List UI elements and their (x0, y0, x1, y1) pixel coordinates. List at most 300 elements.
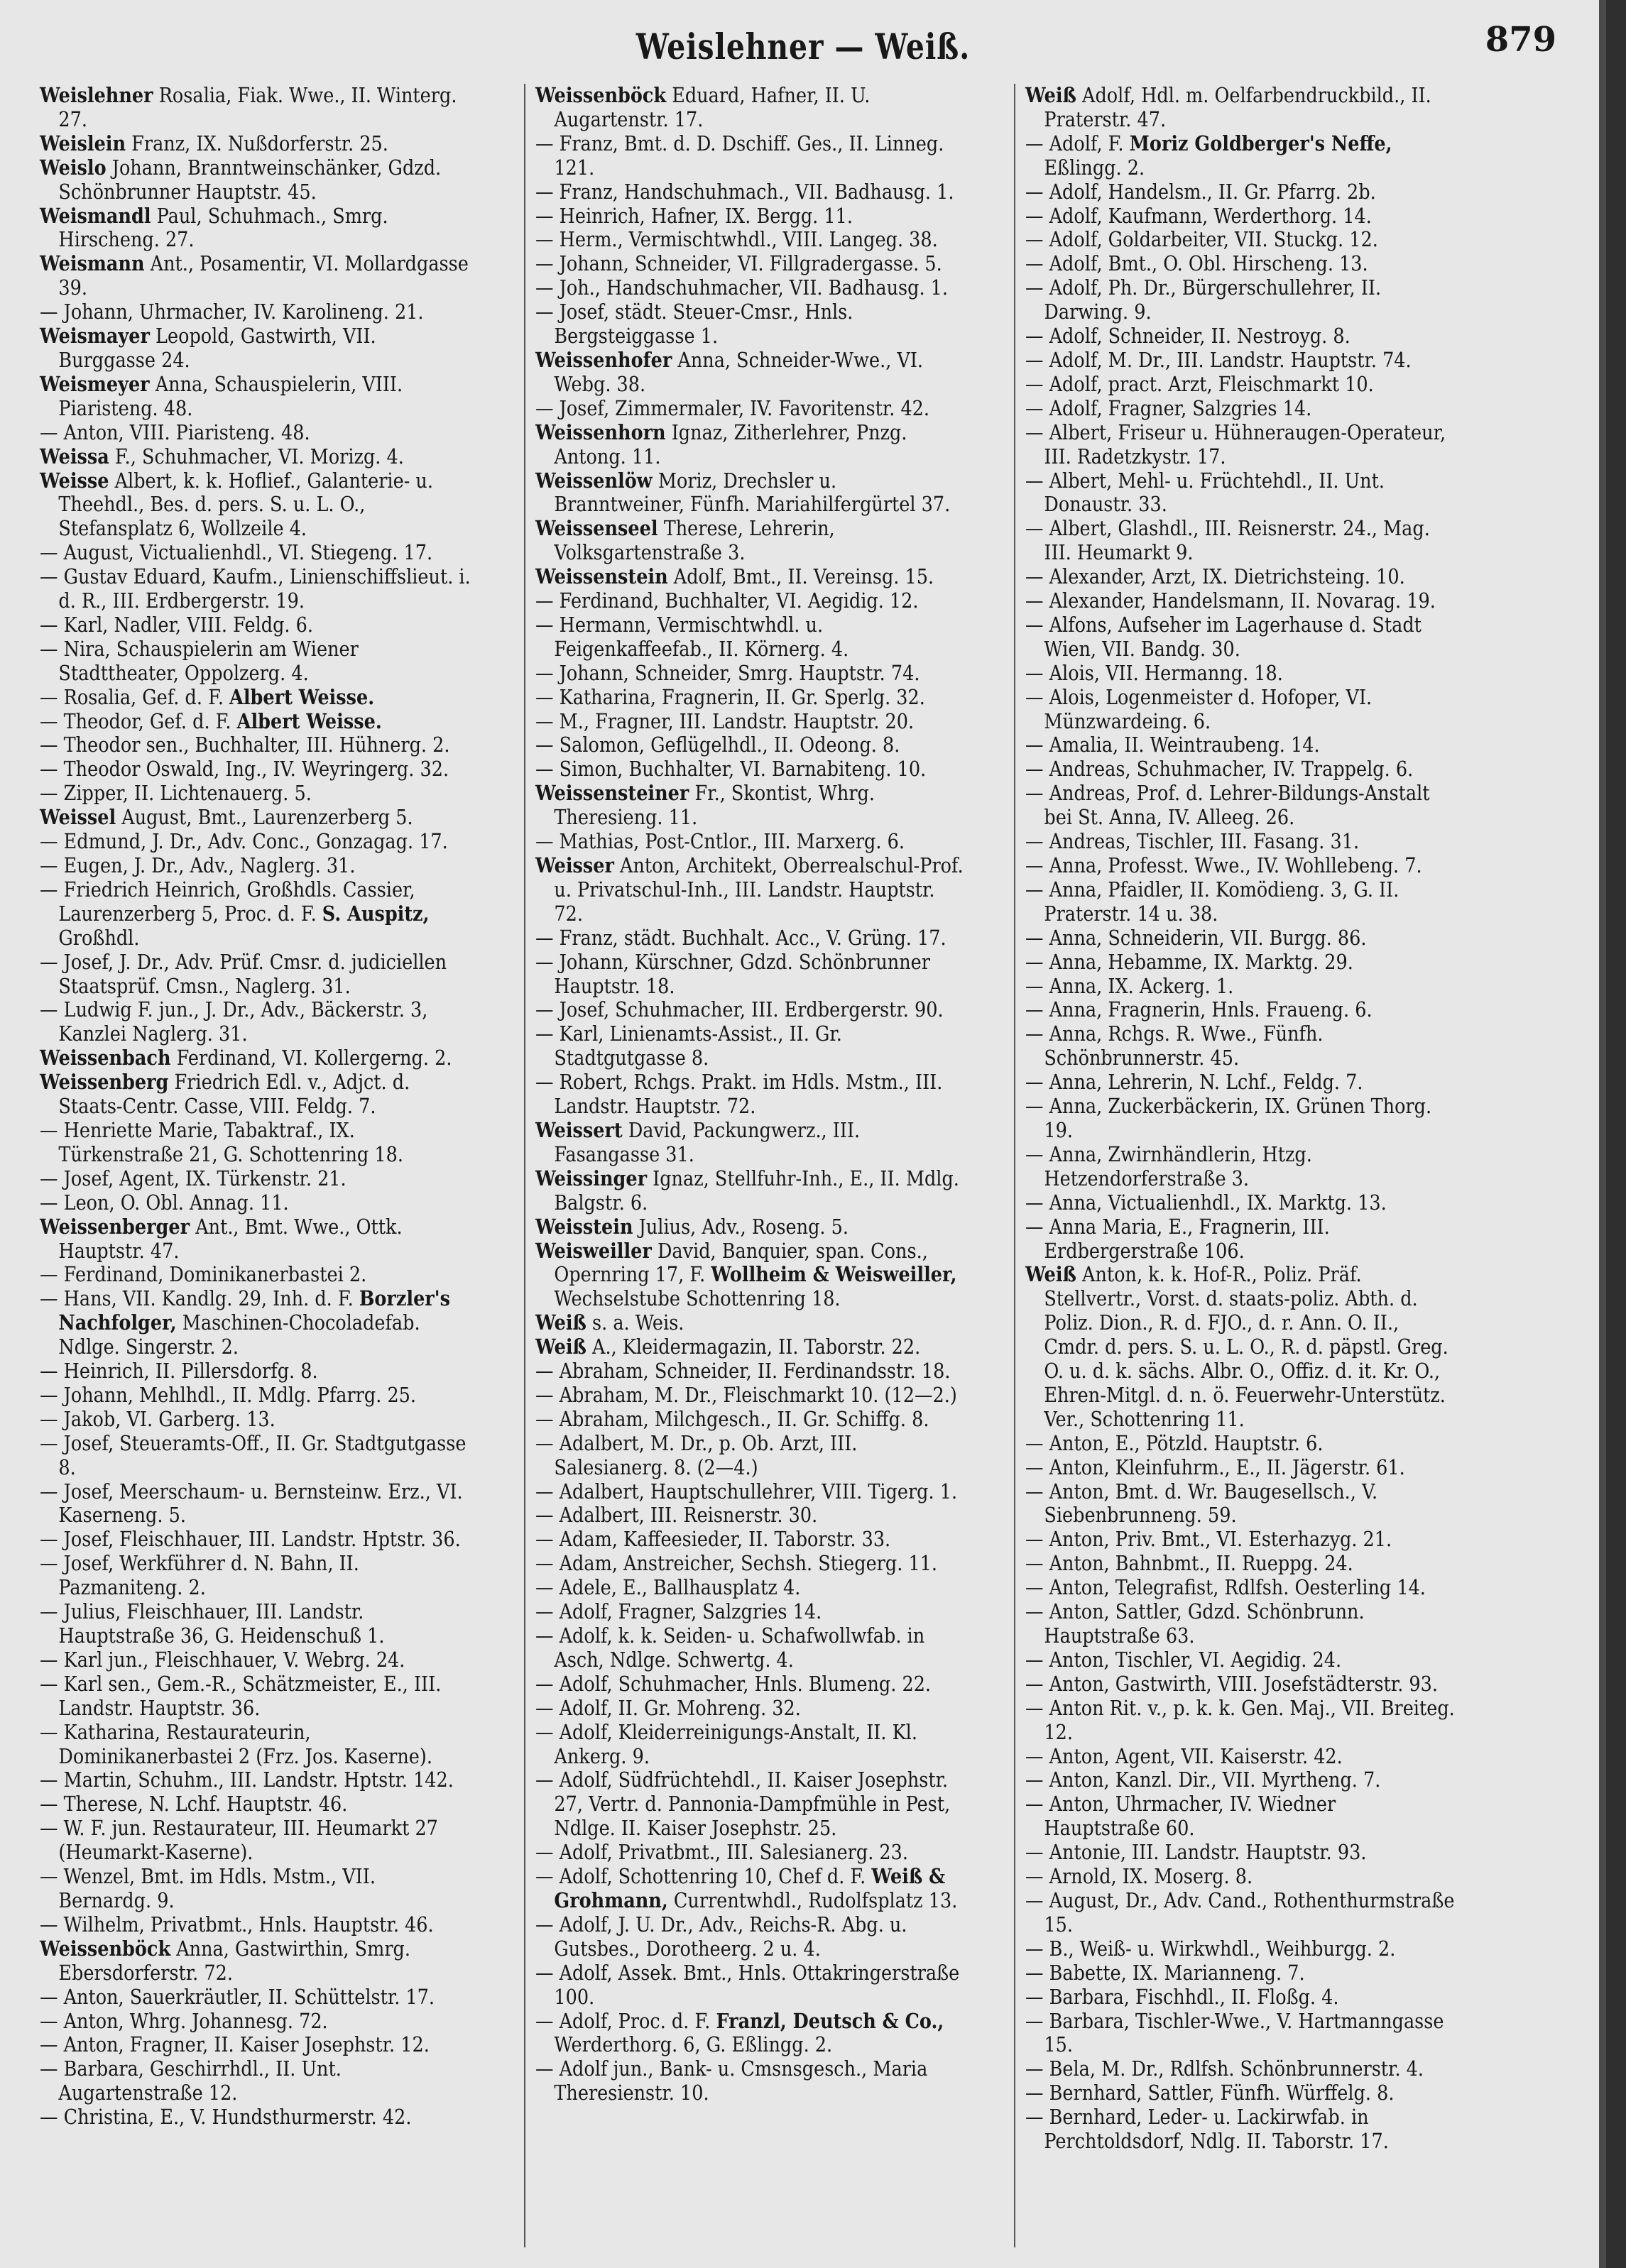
entry-text: — Anton, Uhrmacher, IV. Wiedner Hauptstraße 60. (1025, 1792, 1336, 1841)
directory-entry (1025, 565, 1456, 589)
entry-text: — Adam, Anstreicher, Sechsh. Stiegerg. 11. (535, 1551, 938, 1576)
entry-text: — Adolf, pract. Arzt, Fleischmarkt 10. (1025, 371, 1374, 396)
directory-entry (1025, 1456, 1456, 1480)
directory-entry (40, 2057, 471, 2105)
entry-text: — Abraham, M. Dr., Fleischmarkt 10. (12—2.) (535, 1382, 957, 1407)
directory-entry (40, 1046, 471, 1070)
entry-text: — Adolf, F. (1025, 131, 1130, 155)
directory-entry (535, 1841, 966, 1865)
entry-text: — Anna, Zuckerbäckerin, IX. Grünen Thorg. 19. (1025, 1094, 1432, 1142)
entry-text: — M., Fragner, III. Landstr. Hauptstr. 20. (535, 708, 915, 733)
entry-text: — Josef, J. Dr., Adv. Prüf. Cmsr. d. judiciellen Staatsprüf. Cmsn., Naglerg. 31. (40, 949, 447, 998)
entry-text: — Andreas, Schuhmacher, IV. Trappelg. 6. (1025, 757, 1414, 782)
entry-text: — Anna, Victualienhdl., IX. Marktg. 13. (1025, 1190, 1387, 1215)
entry-text: — Alexander, Arzt, IX. Dietrichsteing. 10. (1025, 564, 1405, 589)
entry-text: Therese, Lehrerin, Volksgartenstraße 3. (554, 516, 835, 565)
directory-entry (1025, 1697, 1456, 1745)
entry-text: Ferdinand, VI. Kollergerng. 2. (170, 1046, 452, 1070)
entry-surname: Weissensteiner (535, 781, 689, 806)
directory-entry (1025, 132, 1456, 180)
entry-text: — Franz, Handschuhmach., VII. Badhausg. 1. (535, 179, 954, 204)
entry-text: — Adolf, Privatbmt., III. Salesianerg. 23. (535, 1840, 909, 1865)
entry-text: — Katharina, Fragnerin, II. Gr. Sperlg. 32. (535, 684, 925, 709)
directory-entry (40, 1408, 471, 1432)
page-number: 879 (1485, 20, 1556, 60)
entry-text: — Adolf, Bmt., O. Obl. Hirscheng. 13. (1025, 251, 1368, 276)
entry-text: — Katharina, Restaurateurin, Dominikanerbastei 2 (Frz. Jos. Kaserne). (40, 1719, 432, 1768)
directory-entry (40, 806, 471, 830)
directory-entry (535, 1576, 966, 1600)
directory-entry (1025, 1792, 1456, 1841)
directory-entry (1025, 1937, 1456, 1961)
directory-entry (535, 132, 966, 180)
entry-text: — Josef, Zimmermaler, IV. Favoritenstr. 42. (535, 395, 930, 420)
directory-entry (535, 276, 966, 300)
entry-surname: Weissenbach (40, 1046, 171, 1070)
entry-surname: Weissenhofer (535, 347, 672, 372)
directory-entry (535, 1768, 966, 1841)
entry-surname: Weisstein (535, 1214, 633, 1239)
entry-text: — Johann, Uhrmacher, IV. Karolineng. 21. (40, 300, 424, 324)
directory-entry (40, 1552, 471, 1600)
directory-entry (40, 132, 471, 156)
entry-surname: Weissenberg (40, 1070, 169, 1095)
directory-entry (40, 951, 471, 999)
directory-entry (535, 1697, 966, 1721)
entry-text: Johann, Branntweinschänker, Gdzd. Schönbrunner Hauptstr. 45. (58, 155, 442, 204)
directory-entry (40, 1287, 471, 1359)
directory-entry (1025, 2010, 1456, 2058)
entry-text: Eduard, Hafner, II. U. Augartenstr. 17. (554, 83, 871, 131)
entry-text: — Adolf, Assek. Bmt., Hnls. Ottakringerstraße 100. (535, 1960, 960, 2009)
entry-surname: Weissel (40, 805, 116, 830)
directory-entry (40, 782, 471, 806)
directory-entry (1025, 1070, 1456, 1095)
directory-entry (1025, 180, 1456, 204)
entry-text: — Julius, Fleischhauer, III. Landstr. Hauptstraße 36, G. Heidenschuß 1. (40, 1599, 385, 1648)
directory-entry (1025, 1191, 1456, 1215)
entry-text: — Adolf, Handelsm., II. Gr. Pfarrg. 2b. (1025, 179, 1376, 204)
directory-entry (40, 1359, 471, 1384)
column-3 (1025, 84, 1456, 2154)
directory-entry (1025, 421, 1456, 469)
directory-entry (40, 204, 471, 253)
entry-text: — Alois, VII. Hermanng. 18. (1025, 660, 1283, 685)
column-2 (535, 84, 966, 2105)
directory-entry (1025, 1095, 1456, 1143)
directory-entry (1025, 517, 1456, 565)
directory-entry (535, 1384, 966, 1408)
directory-entry (1025, 469, 1456, 517)
directory-entry (1025, 926, 1456, 951)
entry-text: — Martin, Schuhm., III. Landstr. Hptstr. 142. (40, 1768, 454, 1792)
entry-text: Adolf, Bmt., II. Vereinsg. 15. (667, 564, 934, 589)
directory-entry (535, 589, 966, 613)
directory-entry (40, 541, 471, 565)
entry-surname: Weismandl (40, 203, 151, 228)
entry-text: s. a. Weis. (586, 1310, 684, 1335)
entry-text: — Theodor, Gef. d. F. (40, 708, 237, 733)
entry-text: — Adolf, Ph. Dr., Bürgerschullehrer, II. Darwing. 9. (1025, 275, 1382, 324)
entry-text: — Anton, VIII. Piaristeng. 48. (40, 420, 310, 444)
entry-text: Ant., Bmt. Wwe., Ottk. Hauptstr. 47. (58, 1214, 403, 1263)
directory-entry (40, 1167, 471, 1191)
entry-text: — Adolf, k. k. Seiden- u. Schafwollwfab. in Asch, Ndlge. Schwertg. 4. (535, 1623, 925, 1672)
column-1 (40, 84, 471, 2130)
directory-entry (535, 517, 966, 565)
directory-entry (535, 397, 966, 421)
directory-entry (1025, 1889, 1456, 1937)
directory-entry (535, 710, 966, 734)
entry-text: — Adolf, II. Gr. Mohreng. 32. (535, 1695, 801, 1720)
entry-text: Maschinen-Chocoladefab. Ndlge. Singerstr. 2. (58, 1310, 420, 1359)
directory-entry (535, 1408, 966, 1432)
directory-entry (535, 686, 966, 710)
directory-entry (1025, 2081, 1456, 2105)
directory-entry (40, 998, 471, 1046)
entry-text: Großhdl. (58, 925, 140, 950)
entry-firm-name: Borzler's Nachfolger, (58, 1286, 450, 1335)
entry-text: — Anton, Kanzl. Dir., VII. Myrtheng. 7. (1025, 1768, 1381, 1792)
entry-text: — Barbara, Geschirrhdl., II. Unt. Augartenstraße 12. (40, 2056, 342, 2105)
entry-text: — Anton, Agent, VII. Kaiserstr. 42. (1025, 1743, 1343, 1768)
entry-text: — Adolf, Kaufmann, Werderthorg. 14. (1025, 203, 1372, 228)
directory-entry (40, 1648, 471, 1672)
directory-entry (1025, 84, 1456, 132)
directory-entry (40, 156, 471, 204)
directory-entry (1025, 975, 1456, 999)
entry-text: — Heinrich, Hafner, IX. Bergg. 11. (535, 203, 853, 228)
directory-entry (40, 84, 471, 132)
entry-text: — Josef, Meerschaum- u. Bernsteinw. Erz., VI. Kaserneng. 5. (40, 1479, 463, 1528)
entry-text: — W. F. jun. Restaurateur, III. Heumarkt 27 (Heumarkt-Kaserne). (40, 1816, 438, 1865)
column-rule (524, 84, 525, 2247)
directory-entry (40, 2105, 471, 2130)
directory-entry (40, 1480, 471, 1528)
entry-text: — Josef, Schuhmacher, III. Erdbergerstr. 90. (535, 997, 944, 1022)
directory-entry (1025, 1480, 1456, 1528)
entry-text: — Bela, M. Dr., Rdlfsh. Schönbrunnerstr. 4. (1025, 2056, 1424, 2081)
entry-text: — Simon, Buchhalter, VI. Barnabiteng. 10. (535, 757, 927, 782)
entry-surname: Weismeyer (40, 371, 150, 396)
directory-entry (1025, 1865, 1456, 1889)
entry-text: Werderthorg. 6, G. Eßlingg. 2. (554, 2032, 833, 2057)
directory-entry (40, 757, 471, 782)
entry-text: — Amalia, II. Weintraubeng. 14. (1025, 733, 1320, 757)
entry-text: — Adolf, Fragner, Salzgries 14. (535, 1599, 822, 1624)
entry-firm-name: Albert Weisse. (229, 684, 375, 709)
directory-entry (1025, 1432, 1456, 1456)
entry-text: — Josef, Fleischhauer, III. Landstr. Hptstr. 36. (40, 1527, 461, 1552)
entry-text: — Adolf, J. U. Dr., Adv., Reichs-R. Abg. u. Gutsbes., Dorotheerg. 2 u. 4. (535, 1912, 907, 1961)
directory-entry (1025, 228, 1456, 252)
entry-text: — Hans, VII. Kandlg. 29, Inh. d. F. (40, 1286, 359, 1311)
entry-text: — Bernhard, Sattler, Fünfh. Würffelg. 8. (1025, 2081, 1395, 2105)
directory-entry (1025, 397, 1456, 421)
entry-text: — Anton, Sauerkräutler, II. Schüttelstr. 17. (40, 1984, 435, 2009)
entry-text: — Abraham, Schneider, II. Ferdinandsstr. 18. (535, 1359, 951, 1384)
entry-surname: Weismayer (40, 324, 150, 349)
directory-entry (535, 613, 966, 662)
entry-text: — Alexander, Handelsmann, II. Novarag. 19. (1025, 588, 1436, 613)
entry-text: — Bernhard, Leder- u. Lackirwfab. in Perchtoldsdorf, Ndlg. II. Taborstr. 17. (1025, 2105, 1389, 2154)
directory-entry (535, 300, 966, 349)
directory-entry (1025, 1552, 1456, 1576)
entry-text: Currentwhdl., Rudolfsplatz 13. (667, 1888, 958, 1912)
directory-entry (40, 710, 471, 734)
entry-text: — Andreas, Prof. d. Lehrer-Bildungs-Anstalt bei St. Anna, IV. Alleeg. 26. (1025, 781, 1430, 830)
entry-text: — Anton, Kleinfuhrm., E., II. Jägerstr. 61. (1025, 1455, 1405, 1479)
directory-entry (40, 1070, 471, 1119)
entry-text: — Anton, Bmt. d. Wr. Baugesellsch., V. Siebenbrunneng. 59. (1025, 1479, 1378, 1528)
directory-entry (535, 1600, 966, 1624)
directory-entry (1025, 662, 1456, 686)
entry-text: — Joh., Handschuhmacher, VII. Badhausg. 1. (535, 275, 949, 300)
entry-text: — Salomon, Geflügelhdl., II. Odeong. 8. (535, 733, 900, 757)
directory-entry (535, 1215, 966, 1239)
entry-text: — Antonie, III. Landstr. Hauptstr. 93. (1025, 1840, 1367, 1865)
directory-entry (535, 469, 966, 517)
entry-surname: Weisser (535, 853, 614, 877)
directory-entry (40, 1528, 471, 1552)
entry-text: — Theodor sen., Buchhalter, III. Hühnerg. 2. (40, 733, 450, 757)
entry-surname: Weiß (1025, 1262, 1076, 1287)
entry-text: — Anna, Professt. Wwe., IV. Wohllebeng. 7. (1025, 853, 1422, 877)
entry-text: David, Banquier, span. Cons., Opernring 17, F. (554, 1238, 928, 1287)
entry-text: — Zipper, II. Lichtenauerg. 5. (40, 781, 312, 806)
directory-entry (40, 686, 471, 710)
entry-firm-name: Weiß & Grohmann, (554, 1864, 946, 1912)
directory-entry (1025, 1576, 1456, 1600)
directory-entry (40, 1191, 471, 1215)
entry-text: — Karl, Nadler, VIII. Feldg. 6. (40, 612, 313, 637)
directory-entry (535, 1528, 966, 1552)
entry-text: — Adalbert, M. Dr., p. Ob. Arzt, III. Salesianerg. 8. (2—4.) (535, 1430, 858, 1479)
entry-text: Anton, Architekt, Oberrealschul-Prof. u. Privatschul-Inh., III. Landstr. Hauptstr. 72. (554, 853, 964, 926)
directory-entry (40, 613, 471, 637)
directory-entry (40, 1215, 471, 1264)
entry-text: — Anna Maria, E., Fragnerin, III. Erdbergerstraße 106. (1025, 1214, 1330, 1263)
entry-text: Leopold, Gastwirth, VII. Burggasse 24. (58, 324, 376, 372)
entry-firm-name: Franzl, Deutsch & Co., (716, 2008, 944, 2033)
entry-text: — Alois, Logenmeister d. Hofoper, VI. Münzwardeing. 6. (1025, 684, 1373, 733)
directory-entry (40, 1384, 471, 1408)
entry-text: — Babette, IX. Marianneng. 7. (1025, 1960, 1305, 1985)
entry-text: — Edmund, J. Dr., Adv. Conc., Gonzagag. 17. (40, 829, 448, 854)
directory-entry (535, 1503, 966, 1528)
directory-entry (535, 1865, 966, 1913)
entry-text: — Arnold, IX. Moserg. 8. (1025, 1864, 1253, 1889)
entry-text: — Adolf, Schuhmacher, Hnls. Blumeng. 22. (535, 1671, 932, 1696)
entry-text: — Adolf jun., Bank- u. Cmsnsgesch., Maria Theresienstr. 10. (535, 2056, 928, 2105)
entry-text: Anna, Schneider-Wwe., VI. Webg. 38. (554, 347, 924, 396)
entry-text: — Anna, Fragnerin, Hnls. Fraueng. 6. (1025, 997, 1373, 1022)
entry-text: Ignaz, Stellfuhr-Inh., E., II. Mdlg. Balgstr. 6. (554, 1166, 959, 1215)
directory-entry (40, 2033, 471, 2057)
entry-firm-name: Moriz Goldberger's Neffe, (1129, 131, 1392, 155)
directory-entry (40, 854, 471, 878)
entry-surname: Weissenseel (535, 516, 658, 541)
entry-text: Fr., Skontist, Whrg. Theresieng. 11. (554, 781, 875, 830)
directory-entry (1025, 1672, 1456, 1697)
entry-text: Julius, Adv., Roseng. 5. (633, 1214, 849, 1239)
entry-text: — Adolf, Proc. d. F. (535, 2008, 716, 2033)
entry-text: — Anton, Priv. Bmt., VI. Esterhazyg. 21. (1025, 1527, 1392, 1552)
directory-entry (40, 565, 471, 613)
directory-entry (535, 1672, 966, 1697)
entry-text: Wechselstube Schottenring 18. (554, 1286, 841, 1311)
entry-text: — Josef, Agent, IX. Türkenstr. 21. (40, 1166, 347, 1190)
entry-text: — Theodor Oswald, Ing., IV. Weyringerg. 32. (40, 757, 449, 782)
directory-entry (1025, 2057, 1456, 2081)
entry-text: — Anton, E., Pötzld. Hauptstr. 6. (1025, 1430, 1324, 1455)
directory-entry (40, 300, 471, 324)
entry-text: — Albert, Mehl- u. Früchtehdl., II. Unt. Donaustr. 33. (1025, 468, 1385, 517)
entry-text: — Ludwig F. jun., J. Dr., Adv., Bäckerstr. 3, Kanzlei Naglerg. 31. (40, 997, 428, 1046)
directory-entry (1025, 878, 1456, 926)
entry-text: — B., Weiß- u. Wirkwhdl., Weihburgg. 2. (1025, 1936, 1396, 1961)
entry-text: Rosalia, Fiak. Wwe., II. Winterg. 27. (58, 83, 457, 131)
directory-entry (40, 1263, 471, 1287)
directory-entry (535, 830, 966, 854)
directory-entry (40, 324, 471, 373)
directory-entry (535, 1432, 966, 1480)
entry-text: — Albert, Friseur u. Hühneraugen-Operateur, III. Radetzkystr. 17. (1025, 420, 1446, 469)
entry-text: — Alfons, Aufseher im Lagerhause d. Stadt Wien, VII. Bandg. 30. (1025, 612, 1422, 661)
directory-entry (535, 180, 966, 204)
entry-text: Friedrich Edl. v., Adjct. d. Staats-Centr. Casse, VIII. Feldg. 7. (58, 1070, 410, 1119)
entry-text: — Adalbert, Hauptschullehrer, VIII. Tigerg. 1. (535, 1479, 958, 1503)
directory-entry (1025, 589, 1456, 613)
entry-text: Moriz, Drechsler u. Branntweiner, Fünfh. Mariahilfergürtel 37. (554, 468, 951, 517)
directory-entry (1025, 324, 1456, 349)
entry-text: — Franz, städt. Buchhalt. Acc., V. Grüng. 17. (535, 925, 946, 950)
directory-entry (535, 1070, 966, 1119)
entry-text: — Johann, Schneider, Smrg. Hauptstr. 74. (535, 660, 920, 685)
directory-entry (1025, 1143, 1456, 1191)
entry-surname: Weissenberger (40, 1214, 190, 1239)
directory-entry (535, 421, 966, 469)
directory-entry (535, 252, 966, 276)
entry-text: David, Packungwerz., III. Fasangasse 31. (554, 1117, 861, 1166)
directory-entry (40, 1600, 471, 1648)
entry-text: — Wilhelm, Privatbmt., Hnls. Hauptstr. 46. (40, 1912, 434, 1936)
directory-entry (535, 1721, 966, 1769)
entry-text: — Mathias, Post-Cntlor., III. Marxerg. 6. (535, 829, 905, 854)
directory-entry (40, 1672, 471, 1721)
entry-text: — Nira, Schauspielerin am Wiener Stadttheater, Oppolzerg. 4. (40, 636, 359, 685)
entry-text: A., Kleidermagazin, II. Taborstr. 22. (586, 1335, 921, 1359)
directory-entry (1025, 1215, 1456, 1264)
entry-text: — Ferdinand, Buchhalter, VI. Aegidig. 12. (535, 588, 919, 613)
entry-surname: Weismann (40, 251, 145, 276)
entry-text: — Eugen, J. Dr., Adv., Naglerg. 31. (40, 853, 356, 877)
entry-text: — Karl, Linienamts-Assist., II. Gr. Stadtgutgasse 8. (535, 1021, 842, 1070)
entry-surname: Weisweiller (535, 1238, 652, 1263)
directory-entry (40, 1817, 471, 1865)
directory-entry (40, 1768, 471, 1792)
entry-text: — Gustav Eduard, Kaufm., Linienschiffslieut. i. d. R., III. Erdbergerstr. 19. (40, 564, 471, 613)
entry-surname: Weissert (535, 1117, 623, 1142)
entry-text: — Hermann, Vermischtwhdl. u. Feigenkaffeefab., II. Körnerg. 4. (535, 612, 849, 661)
entry-text: — Adolf, M. Dr., III. Landstr. Hauptstr. 74. (1025, 347, 1412, 372)
directory-entry (40, 1913, 471, 1937)
entry-text: — Adolf, Kleiderreinigungs-Anstalt, II. Kl. Ankerg. 9. (535, 1719, 917, 1768)
directory-entry (1025, 1961, 1456, 1985)
column-rule (1014, 84, 1015, 2247)
directory-entry (40, 445, 471, 469)
entry-text: — Franz, Bmt. d. D. Dschiff. Ges., II. Linneg. 121. (535, 131, 944, 180)
entry-text: — Albert, Glashdl., III. Reisnerstr. 24., Mag. III. Heumarkt 9. (1025, 516, 1430, 565)
entry-text: Paul, Schuhmach., Smrg. Hirscheng. 27. (58, 203, 388, 252)
directory-entry (1025, 1600, 1456, 1648)
entry-text: — Josef, Steueramts-Off., II. Gr. Stadtgutgasse 8. (40, 1430, 466, 1479)
entry-text: — Anton, Bahnbmt., II. Rueppg. 24. (1025, 1551, 1353, 1576)
directory-entry (535, 228, 966, 252)
directory-entry (535, 757, 966, 782)
entry-text: — Therese, N. Lchf. Hauptstr. 46. (40, 1792, 348, 1817)
entry-text: — Josef, Werkführer d. N. Bahn, II. Pazmaniteng. 2. (40, 1551, 359, 1600)
directory-entry (535, 349, 966, 397)
directory-entry (40, 1937, 471, 1985)
directory-entry (1025, 1528, 1456, 1552)
directory-entry (535, 1167, 966, 1215)
directory-entry (535, 782, 966, 830)
directory-entry (40, 373, 471, 421)
entry-surname: Weiß (535, 1310, 586, 1335)
directory-entry (40, 878, 471, 951)
directory-entry (40, 252, 471, 300)
entry-text: — Andreas, Tischler, III. Fasang. 31. (1025, 829, 1360, 854)
directory-entry (535, 1961, 966, 2010)
entry-text: — Anna, Rchgs. R. Wwe., Fünfh. Schönbrunnerstr. 45. (1025, 1021, 1324, 1070)
entry-text: — Anna, Hebamme, IX. Marktg. 29. (1025, 949, 1353, 974)
directory-entry (535, 662, 966, 686)
entry-text: — Anton, Tischler, VI. Aegidig. 24. (1025, 1647, 1342, 1672)
entry-text: — Anton, Sattler, Gdzd. Schönbrunn. Hauptstraße 63. (1025, 1599, 1365, 1648)
directory-entry (40, 830, 471, 854)
entry-text: Albert, k. k. Hoflief., Galanterie- u. Theehdl., Bes. d. pers. S. u. L. O., Stefansplatz 6, Wollzeile 4. (58, 468, 433, 541)
directory-entry (1025, 1648, 1456, 1672)
entry-surname: Weissenböck (40, 1936, 171, 1961)
directory-entry (535, 1311, 966, 1335)
directory-entry (1025, 1985, 1456, 2010)
entry-text: Adolf, Hdl. m. Oelfarbendruckbild., II. Praterstr. 47. (1044, 83, 1431, 131)
entry-surname: Weissa (40, 444, 109, 469)
entry-text: — Jakob, VI. Garberg. 13. (40, 1406, 275, 1431)
entry-surname: Weislo (40, 155, 107, 180)
directory-entry (40, 637, 471, 686)
directory-entry (40, 469, 471, 542)
entry-text: — Adolf, Südfrüchtehdl., II. Kaiser Josephstr. 27, Vertr. d. Pannonia-Dampfmühle in Pest, Ndlge. II. Kaiser Josephstr. 25. (535, 1768, 951, 1841)
directory-entry (1025, 276, 1456, 324)
directory-entry (535, 998, 966, 1022)
entry-text: — August, Dr., Adv. Cand., Rothenthurmstraße 15. (1025, 1888, 1455, 1936)
directory-entry (1025, 757, 1456, 782)
directory-entry (535, 1624, 966, 1672)
entry-firm-name: Albert Weisse. (236, 708, 382, 733)
entry-text: — Adolf, Fragner, Salzgries 14. (1025, 395, 1312, 420)
entry-text: — Abraham, Milchgesch., II. Gr. Schiffg. 8. (535, 1406, 929, 1431)
entry-text: — Heinrich, II. Pillersdorfg. 8. (40, 1359, 318, 1384)
entry-text: — Wenzel, Bmt. im Hdls. Mstm., VII. Bernardg. 9. (40, 1864, 376, 1912)
directory-entry (40, 1432, 471, 1480)
directory-entry (1025, 349, 1456, 373)
directory-entry (1025, 830, 1456, 854)
directory-entry (535, 1335, 966, 1359)
directory-entry (1025, 373, 1456, 397)
directory-entry (1025, 782, 1456, 830)
